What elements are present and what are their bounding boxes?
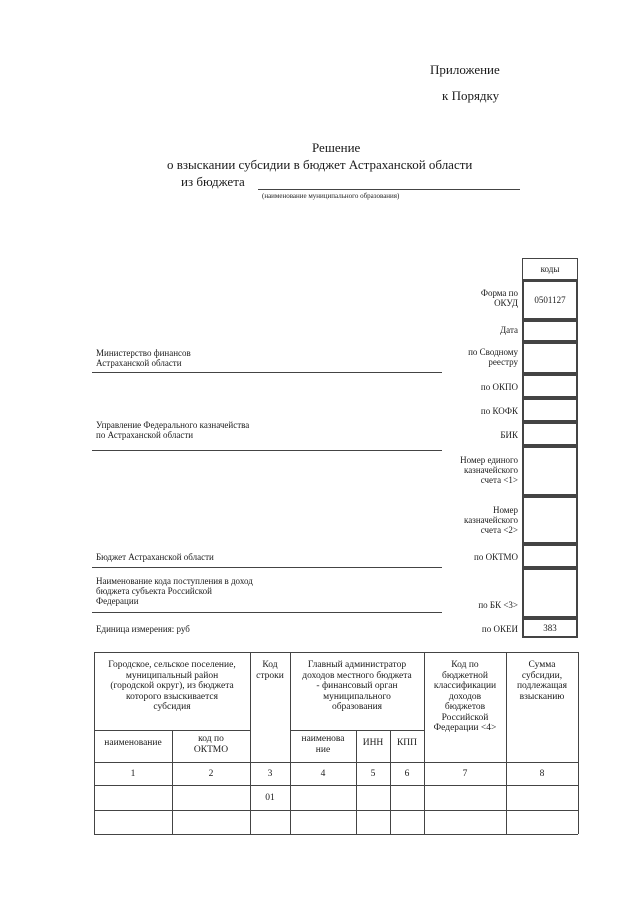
budget-label: Бюджет Астраханской области [96, 552, 214, 562]
th-classif-2: бюджетной [441, 670, 488, 681]
th-settlement-2: муниципальный район [125, 670, 219, 681]
income-code-underline [92, 612, 442, 613]
municipality-caption: (наименование муниципального образования) [262, 192, 400, 200]
income-code-line1: Наименование кода поступления в доход [96, 576, 253, 586]
th-oktmo-1: код по [198, 734, 224, 744]
income-code-line3: Федерации [96, 596, 139, 606]
th-classif-7: Федерации <4> [433, 723, 497, 733]
th-inn: ИНН [362, 738, 384, 748]
bik-label: БИК [500, 430, 518, 440]
bk-label: по БК <3> [478, 600, 518, 610]
ministry-underline [92, 372, 442, 373]
col-num-4: 4 [320, 769, 326, 779]
kofk-cell [522, 398, 578, 422]
form-label-1: Форма по [480, 288, 518, 298]
oktmo-label: по ОКТМО [474, 552, 518, 562]
svodny-label-1: по Сводному [468, 347, 518, 357]
th-admin-name-2: ние [315, 744, 331, 755]
th-kpp: КПП [396, 738, 418, 748]
title-line2: о взыскании субсидии в бюджет Астраханской области [167, 157, 473, 172]
th-sum-1: Сумма [528, 660, 556, 670]
bk-cell [522, 568, 578, 618]
th-classif-4: доходов [448, 691, 482, 702]
col-num-8: 8 [539, 769, 545, 779]
oktmo-cell [522, 544, 578, 568]
treasury-account-label-3: счета <2> [480, 525, 518, 535]
okpo-cell [522, 374, 578, 398]
title-line1: Решение [312, 140, 361, 155]
th-name: наименование [104, 738, 162, 748]
municipality-underline [258, 189, 520, 190]
okei-label: по ОКЕИ [481, 624, 518, 634]
ministry-line2: Астраханской области [96, 358, 182, 368]
ministry-line1: Министерство финансов [96, 348, 191, 358]
col-num-2: 2 [208, 769, 214, 779]
okei-value: 383 [543, 623, 557, 633]
ufk-line1: Управление Федерального казначейства [96, 420, 250, 430]
col-num-7: 7 [462, 769, 468, 779]
th-settlement-3: (городской округ), из бюджета [110, 681, 234, 691]
th-classif-6: Российской [441, 712, 489, 723]
svodny-cell [522, 342, 578, 374]
row-code: 01 [265, 793, 275, 803]
ufk-underline [92, 450, 442, 451]
treasury-account-cell [522, 496, 578, 544]
bik-cell [522, 422, 578, 446]
th-settlement-5: субсидия [153, 702, 191, 712]
treasury-account-label-2: казначейского [464, 515, 518, 525]
single-account-label-1: Номер единого [460, 455, 518, 465]
th-sum-2: субсидии, [521, 670, 563, 681]
th-settlement-1: Городское, сельское поселение, [108, 660, 236, 670]
codes-header: коды [540, 264, 560, 274]
th-sum-3: подлежащая [516, 681, 568, 691]
svodny-label-2: реестру [488, 357, 518, 367]
th-sum-4: взысканию [519, 691, 565, 702]
procedure-label: к Порядку [442, 88, 500, 103]
th-admin-3: - финансовый орган [316, 681, 398, 691]
title-line3: из бюджета [181, 174, 245, 189]
th-oktmo-2: ОКТМО [193, 744, 229, 755]
th-admin-name-1: наименова [301, 734, 345, 744]
col-num-1: 1 [130, 769, 136, 779]
single-account-label-2: казначейского [464, 465, 518, 475]
date-cell [522, 320, 578, 342]
th-code-2: строки [256, 670, 284, 681]
kofk-label: по КОФК [480, 406, 518, 416]
okpo-label: по ОКПО [480, 382, 518, 392]
date-label: Дата [500, 325, 518, 335]
single-account-cell [522, 446, 578, 496]
th-admin-1: Главный администратор [307, 660, 407, 670]
appendix-label: Приложение [430, 62, 500, 77]
th-settlement-4: которого взыскивается [125, 691, 218, 702]
th-admin-2: доходов местного бюджета [302, 670, 412, 681]
th-admin-5: образования [331, 702, 383, 712]
col-num-3: 3 [267, 769, 273, 779]
income-code-line2: бюджета субъекта Российской [96, 586, 212, 596]
th-classif-3: классификации [433, 681, 497, 691]
th-admin-4: муниципального [323, 691, 391, 702]
form-label-2: ОКУД [494, 298, 518, 308]
col-num-5: 5 [370, 769, 376, 779]
th-classif-1: Код по [451, 660, 479, 670]
th-classif-5: бюджетов [444, 702, 486, 712]
okud-value: 0501127 [534, 295, 566, 305]
col-num-6: 6 [404, 769, 410, 779]
ufk-line2: по Астраханской области [96, 430, 194, 440]
budget-underline [92, 567, 442, 568]
single-account-label-3: счета <1> [480, 475, 518, 485]
unit-label: Единица измерения: руб [96, 624, 190, 634]
treasury-account-label-1: Номер [492, 505, 518, 515]
th-code-1: Код [262, 660, 278, 670]
